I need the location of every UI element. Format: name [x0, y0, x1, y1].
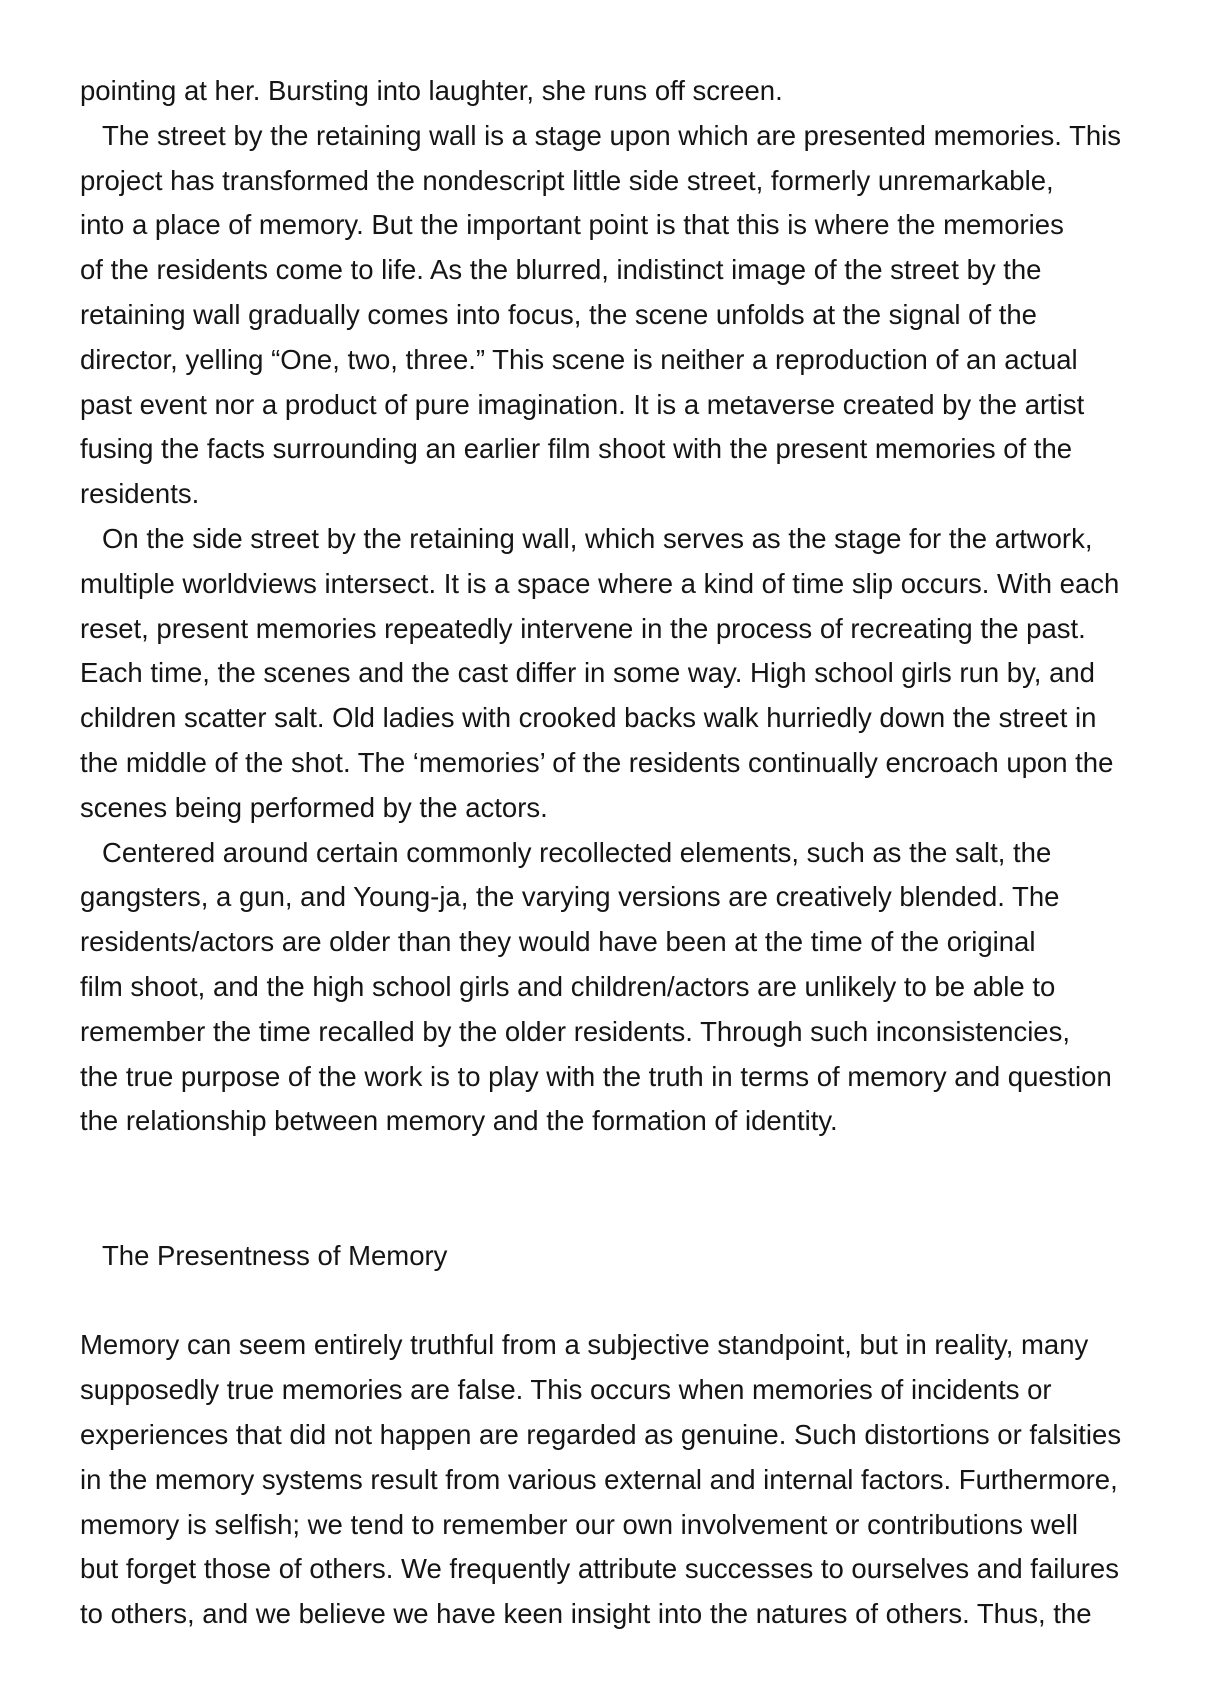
text-line: fusing the facts surrounding an earlier film shoot with the present memories of the — [80, 433, 1073, 465]
text-line: Each time, the scenes and the cast differ in some way. High school girls run by, and — [80, 657, 1095, 689]
spacer — [80, 1279, 1180, 1324]
text-line: Memory can seem entirely truthful from a subjective standpoint, but in reality, many — [80, 1329, 1089, 1361]
text-line: children scatter salt. Old ladies with crooked backs walk hurriedly down the street in — [80, 702, 1097, 734]
text-line: to others, and we believe we have keen insight into the natures of others. Thus, the — [80, 1598, 1092, 1630]
text-line: Centered around certain commonly recollected elements, such as the salt, the — [102, 836, 1052, 868]
paragraph — [80, 69, 1180, 114]
section-heading: The Presentness of Memory — [102, 1239, 448, 1271]
article-body — [80, 69, 1180, 1637]
text-line: The street by the retaining wall is a stage upon which are presented memories. This — [102, 119, 1122, 151]
text-line: film shoot, and the high school girls and children/actors are unlikely to be able to — [80, 970, 1056, 1002]
paragraph — [80, 831, 1180, 1145]
text-line: gangsters, a gun, and Young-ja, the varying versions are creatively blended. The — [80, 881, 1060, 913]
text-line: into a place of memory. But the important point is that this is where the memories — [80, 209, 1064, 241]
text-line: residents. — [80, 478, 200, 510]
text-line: in the memory systems result from various external and internal factors. Furthermore, — [80, 1463, 1118, 1495]
spacer — [80, 1189, 1180, 1234]
text-line: retaining wall gradually comes into focus, the scene unfolds at the signal of the — [80, 298, 1037, 330]
text-line: of the residents come to life. As the blurred, indistinct image of the street by the — [80, 254, 1042, 286]
text-line: the true purpose of the work is to play with the truth in terms of memory and question — [80, 1060, 1112, 1092]
text-line: multiple worldviews intersect. It is a space where a kind of time slip occurs. With each — [80, 567, 1120, 599]
text-line: past event nor a product of pure imagination. It is a metaverse created by the artist — [80, 388, 1085, 420]
text-line: experiences that did not happen are regarded as genuine. Such distortions or falsities — [80, 1418, 1122, 1450]
text-line: remember the time recalled by the older residents. Through such inconsistencies, — [80, 1015, 1070, 1047]
text-line: the middle of the shot. The ‘memories’ of the residents continually encroach upon the — [80, 746, 1114, 778]
spacer — [80, 1144, 1180, 1189]
text-line: pointing at her. Bursting into laughter, she runs off screen. — [80, 75, 783, 106]
text-line: project has transformed the nondescript little side street, formerly unremarkable, — [80, 164, 1054, 196]
paragraph — [80, 517, 1180, 831]
text-line: the relationship between memory and the formation of identity. — [80, 1105, 838, 1137]
text-line: but forget those of others. We frequently attribute successes to ourselves and failures — [80, 1553, 1119, 1585]
text-line: scenes being performed by the actors. — [80, 791, 548, 823]
text-line: memory is selfish; we tend to remember our own involvement or contributions well — [80, 1508, 1079, 1540]
text-line: reset, present memories repeatedly intervene in the process of recreating the past. — [80, 612, 1086, 644]
text-line: On the side street by the retaining wall, which serves as the stage for the artwork, — [102, 522, 1093, 554]
text-line: director, yelling “One, two, three.” This scene is neither a reproduction of an actual — [80, 343, 1078, 375]
text-line: residents/actors are older than they would have been at the time of the original — [80, 926, 1036, 958]
paragraph — [80, 1323, 1180, 1637]
text-line: supposedly true memories are false. This occurs when memories of incidents or — [80, 1374, 1052, 1406]
paragraph — [80, 114, 1180, 517]
